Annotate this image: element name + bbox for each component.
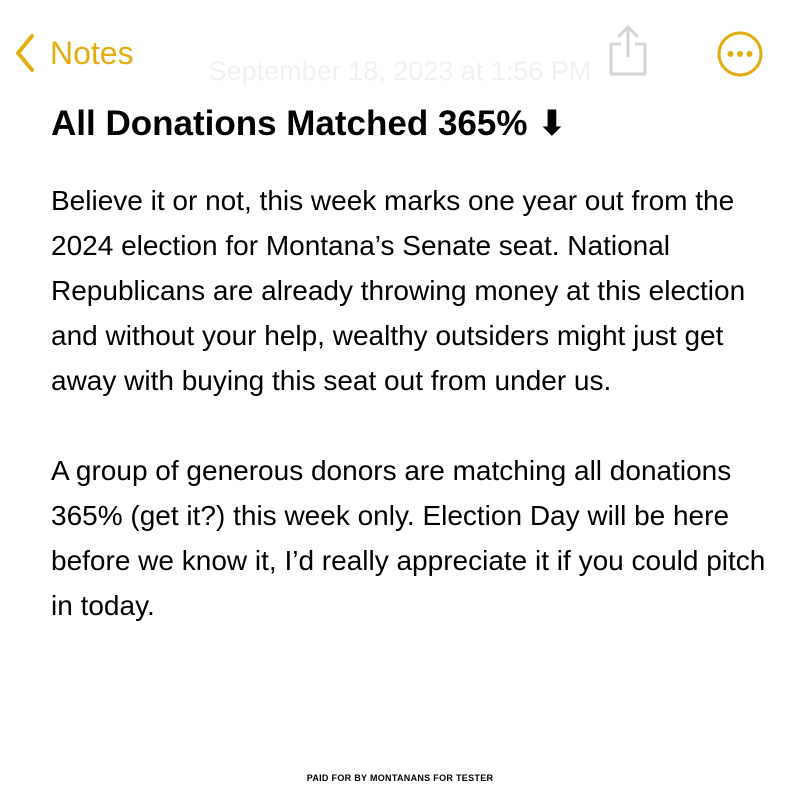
note-paragraph-1: Believe it or not, this week marks one year out from the 2024 election for Montana’s Senate seat. National Republicans are already throwing money at this election and without your help, wealthy outsiders might just get away with buying this seat out from under us. [51,185,746,396]
back-button-label: Notes [50,35,134,71]
note-date: September 18, 2023 at 1:56 PM [208,56,592,86]
note-body[interactable] [51,178,771,628]
note-title[interactable]: All Donations Matched 365% ⬇ [51,104,567,143]
note-paragraph-2: A group of generous donors are matching all donations 365% (get it?) this week only. Election Day will be here before we know it, I’d really appreciate it if you could pitch in today. [51,455,766,621]
paid-for-disclaimer: PAID FOR BY MONTANANS FOR TESTER [306,773,494,783]
